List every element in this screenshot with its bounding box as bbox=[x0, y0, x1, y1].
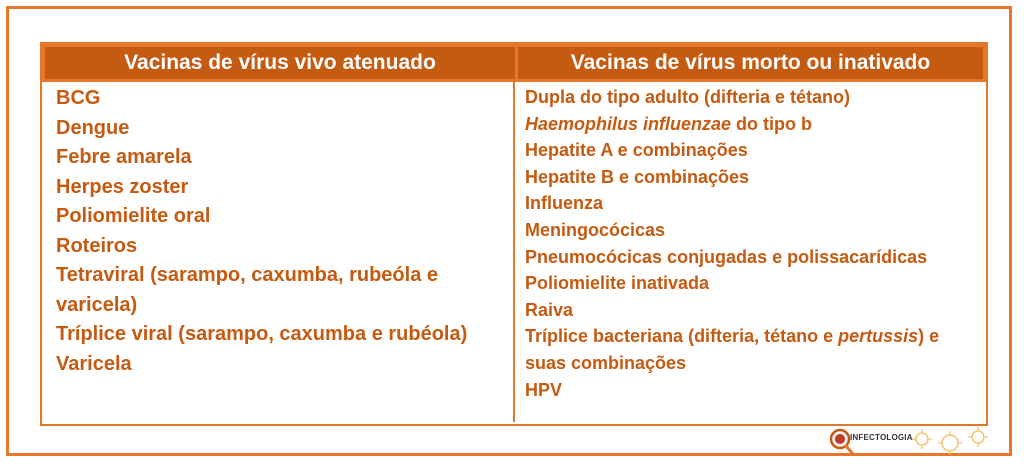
list-item: Herpes zoster bbox=[56, 175, 189, 198]
italic-term: Haemophilus influenzae bbox=[525, 113, 732, 134]
list-item: Varicela bbox=[56, 352, 132, 375]
list-item-rest: do tipo b bbox=[731, 113, 813, 134]
header-inactivated-vaccines: Vacinas de vírus morto ou inativado bbox=[518, 47, 983, 79]
list-item: Dupla do tipo adulto (difteria e tétano) bbox=[525, 87, 850, 107]
list-item: BCG bbox=[56, 87, 101, 109]
list-item: Tetraviral (sarampo, caxumba, rubeóla e bbox=[56, 264, 439, 286]
list-item: varicela) bbox=[56, 293, 138, 316]
inactivated-vaccines-column bbox=[515, 82, 986, 422]
table-body bbox=[42, 82, 986, 422]
table-header bbox=[42, 44, 986, 82]
list-item: Influenza bbox=[525, 193, 604, 214]
list-item: Meningocócicas bbox=[525, 219, 666, 240]
header-live-vaccines: Vacinas de vírus vivo atenuado bbox=[45, 47, 515, 79]
list-item: suas combinações bbox=[525, 352, 687, 373]
list-item: Febre amarela bbox=[56, 146, 192, 168]
list-item-part: ) e bbox=[918, 326, 940, 347]
list-item-part: Tríplice bacteriana (difteria, tétano e bbox=[525, 326, 839, 347]
list-item: Poliomielite inativada bbox=[525, 273, 710, 294]
live-vaccines-column bbox=[42, 82, 515, 422]
list-item: Hepatite A e combinações bbox=[525, 140, 748, 161]
list-item: Hepatite B e combinações bbox=[525, 166, 750, 187]
italic-term: pertussis bbox=[838, 326, 919, 347]
list-item: Tríplice viral (sarampo, caxumba e rubéola) bbox=[56, 323, 468, 345]
list-item: Raiva bbox=[525, 299, 574, 320]
list-item bbox=[525, 111, 986, 138]
list-item: Pneumocócicas conjugadas e polissacarídicas bbox=[525, 246, 928, 267]
logo-graphic bbox=[828, 425, 1000, 459]
list-item: Dengue bbox=[56, 116, 130, 139]
list-item bbox=[525, 323, 986, 350]
list-item: HPV bbox=[525, 379, 563, 400]
vaccine-table bbox=[40, 42, 988, 426]
infectologia-logo bbox=[828, 425, 1000, 459]
list-item: Roteiros bbox=[56, 234, 138, 257]
logo-text: INFECTOLOGIA bbox=[850, 433, 913, 442]
list-item: Poliomielite oral bbox=[56, 205, 211, 227]
